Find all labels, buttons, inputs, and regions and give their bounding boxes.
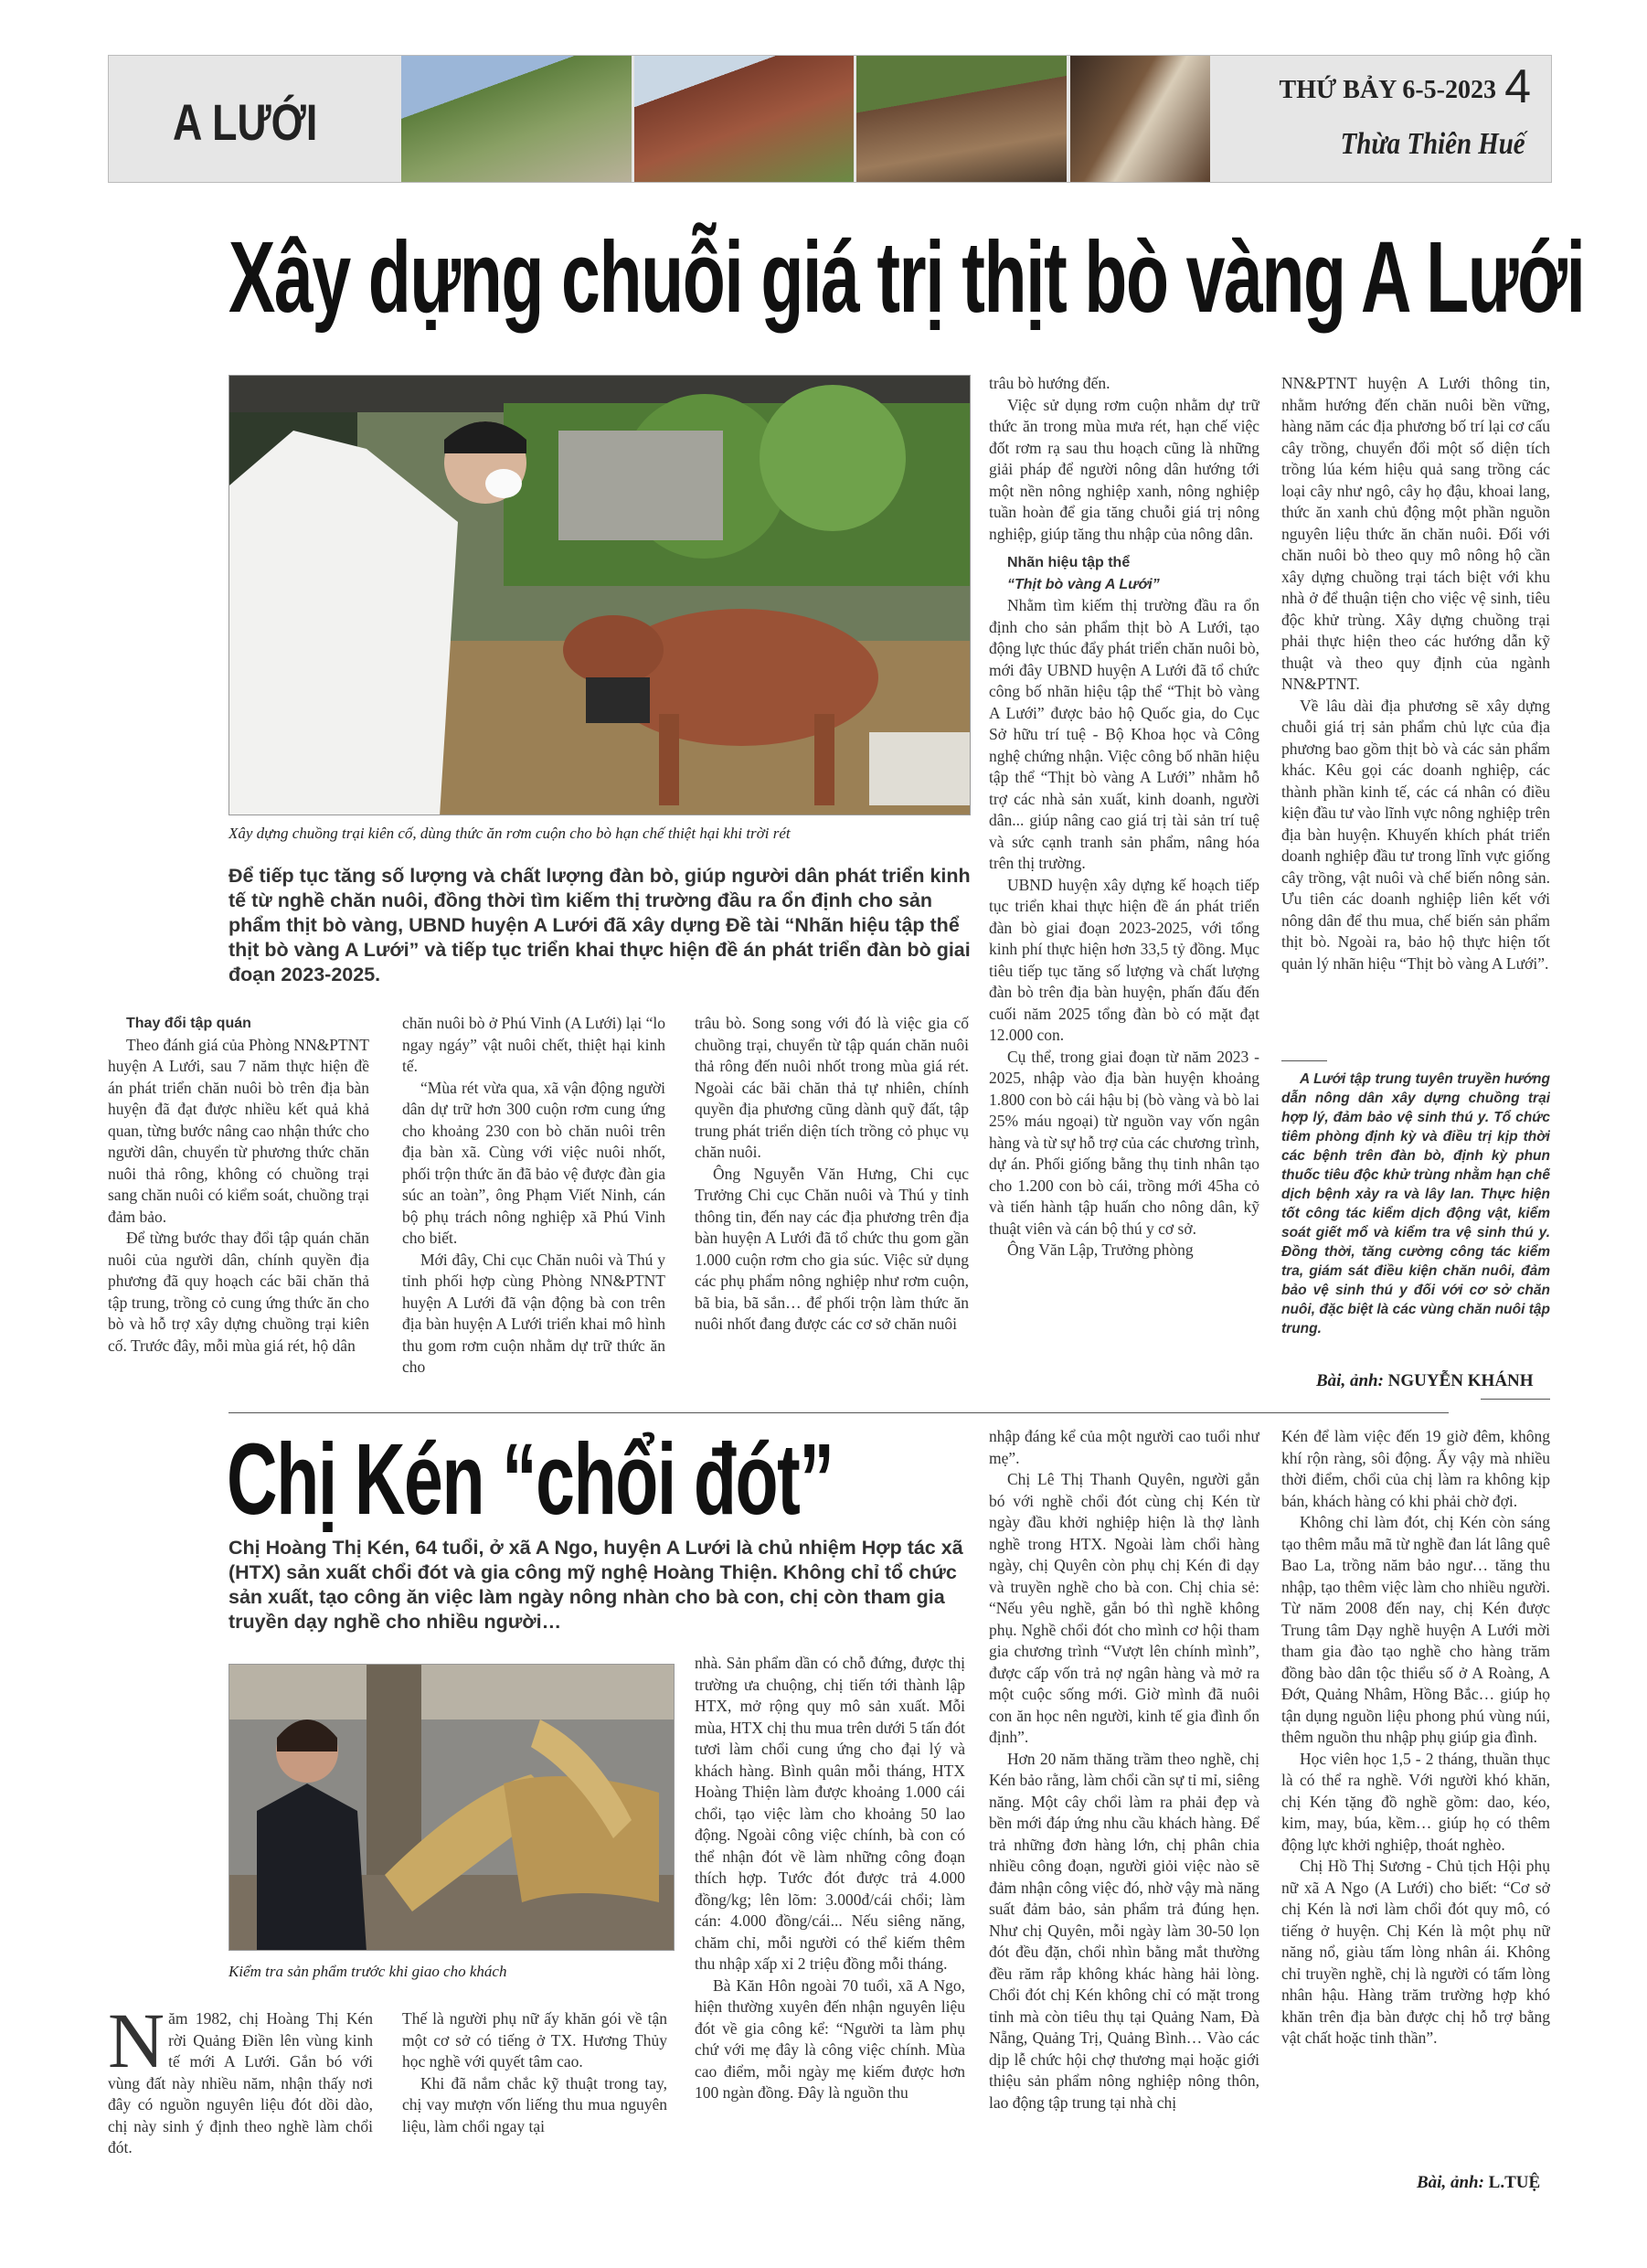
article2-column-4 — [989, 1426, 1259, 2196]
paragraph: chăn nuôi bò ở Phú Vinh (A Lưới) lại “lo ngay ngáy” vật nuôi chết, thiệt hại kinh tế. — [402, 1014, 665, 1075]
byline-rule — [1481, 1399, 1550, 1400]
paragraph: Chị Lê Thị Thanh Quyên, người gắn bó với nghề chổi đót cùng chị Kén từ ngày đầu khởi nghiệp hiện là thợ lành nghề trong HTX. Ngoài làm chổi hàng ngày, chị Quyên còn phụ chị Kén đi dạy và truyền nghề cho bà con. Chị chia sẻ: “Nếu yêu nghề, gắn bó thì nghề không phụ. Nghề chổi đót cho mình cơ hội tham gia chương trình “Vượt lên chính mình”, được cấp vốn trả nợ ngân hàng và mở ra một cuộc sống mới. Giờ mình đã nuôi con ăn học nên người, kinh tế gia đình ổn định”. — [989, 1470, 1259, 1746]
paragraph: Học viên học 1,5 - 2 tháng, thuần thục là có thể ra nghề. Với người khó khăn, chị Kén tặng đồ nghề gồm: dao, kéo, kim, may, búa, kềm… giúp họ có thêm động lực khởi nghiệp, thoát nghèo. — [1281, 1749, 1550, 1854]
byline-label: Bài, ảnh: — [1316, 1371, 1384, 1390]
article2-lead: Chị Hoàng Thị Kén, 64 tuổi, ở xã A Ngo, huyện A Lưới là chủ nhiệm Hợp tác xã (HTX) sản xuất chổi đót và gia công mỹ nghệ Hoàng Thiện. Không chỉ tổ chức sản xuất, tạo công ăn việc làm ngày nông nhàn cho bà con, chị còn tham gia truyền dạy nghề cho nhiều người… — [228, 1537, 963, 1633]
article2-title: Chị Kén “chổi đót” — [227, 1423, 834, 1536]
paragraph: Bà Kăn Hôn ngoài 70 tuổi, xã A Ngo, hiện thường xuyên đến nhận nguyên liệu đót về gia công kể: “Người ta làm phụ chứ với mẹ đây là công việc chính. Mùa cao điểm, mỗi ngày mẹ kiếm được hơn 100 ngàn đồng. Đây là nguồn thu — [695, 1975, 965, 2102]
article1-sidebar-box — [1281, 1070, 1550, 1362]
article2-column-2 — [402, 2008, 667, 2196]
paragraph: Để từng bước thay đổi tập quán chăn nuôi của người dân, chính quyền địa phương đã quy hoạch các bãi chăn thả tập trung, trồng cỏ cung ứng thức ăn cho bò và hỗ trợ xây dựng chuồng trại kiên cố. Trước đây, mỗi mùa giá rét, hộ dân — [108, 1229, 369, 1355]
paragraph: Kén để làm việc đến 19 giờ đêm, không khí rộn ràng, sôi động. Ấy vậy mà nhiều thời điểm, chổi của chị làm ra không kịp bán, khách hàng có khi phải chờ đợi. — [1281, 1427, 1550, 1510]
header-photo-4 — [1070, 56, 1210, 182]
article1-lead: Để tiếp tục tăng số lượng và chất lượng đàn bò, giúp người dân phát triển kinh tế từ nghề chăn nuôi, đồng thời tìm kiếm thị trường đầu ra ổn định cho sản phẩm thịt bò vàng, UBND huyện A Lưới đã xây dựng Đề tài “Nhãn hiệu tập thể thịt bò vàng A Lưới” và tiếp tục triển khai thực hiện đề án phát triển đàn bò giai đoạn 2023-2025. — [228, 865, 971, 985]
byline-label: Bài, ảnh: — [1417, 2173, 1484, 2192]
article1-title: Xây dựng chuỗi giá trị thịt bò vàng A Lưới — [228, 221, 1585, 334]
paragraph: Về lâu dài địa phương sẽ xây dựng chuỗi giá trị sản phẩm chủ lực của địa phương bao gồm thịt bò và các sản phẩm khác. Kêu gọi các doanh nghiệp, các thành phần kinh tế, các cá nhân có điều kiện đầu tư vào lĩnh vực nông nghiệp trên địa bàn huyện. Khuyến khích phát triển doanh nghiệp đầu tư trong lĩnh vực giống cây trồng, vật nuôi và chế biến nông sản. Ưu tiên các doanh nghiệp liên kết với nông dân để thu mua, chế biến sản phẩm thịt bò. Ngoài ra, bảo hộ thực hiện tốt quản lý nhãn hiệu “Thịt bò vàng A Lưới”. — [1281, 696, 1550, 973]
drop-cap: N — [108, 2008, 165, 2084]
section-name: A LƯỚI — [173, 93, 318, 151]
paragraph: NN&PTNT huyện A Lưới thông tin, nhằm hướng đến chăn nuôi bền vững, hàng năm các địa phương bố trí lại cơ cấu cây trồng, chuyển đổi một số diện tích trồng lúa kém hiệu quả sang trồng các loại cây như ngô, cây họ đậu, khoai lang, thức ăn xanh chủ động một phần nguồn nguyên liệu thức ăn chăn nuôi. Đối với chăn nuôi bò theo quy mô nông hộ cần xây dựng chuồng trại tách biệt với khu nhà ở để thuận tiện cho việc vệ sinh, tiêu độc khử trùng. Xây dựng chuồng trại phải thực hiện theo các hướng dẫn kỹ thuật và theo quy định của ngành NN&PTNT. — [1281, 374, 1550, 693]
article1-byline — [1316, 1371, 1534, 1391]
page-header — [108, 55, 1552, 183]
article1-column-1 — [108, 1013, 369, 1397]
paragraph: Việc sử dụng rơm cuộn nhằm dự trữ thức ăn trong mùa mưa rét, hạn chế việc đốt rơm rạ sau thu hoạch cũng là những giải pháp để người nông dân hướng tới một nền nông nghiệp xanh, nông nghiệp tuần hoàn để gia tăng chuỗi giá trị nông nghiệp, giúp tăng thu nhập của nông dân. — [989, 395, 1259, 543]
byline-author: L.TUỆ — [1488, 2173, 1541, 2192]
article2-photo — [228, 1664, 675, 1951]
article2-column-1 — [108, 2008, 373, 2196]
article2-photo-caption: Kiểm tra sản phẩm trước khi giao cho khách — [228, 1963, 507, 1980]
subheading-thit-bo-vang: “Thịt bò vàng A Lưới” — [1007, 576, 1160, 592]
paragraph: Thế là người phụ nữ ấy khăn gói về tận một cơ sở có tiếng ở TX. Hương Thủy học nghề với quyết tâm cao. — [402, 2009, 667, 2071]
cattle-feeding-illustration — [229, 376, 971, 815]
paragraph: Chị Hồ Thị Sương - Chủ tịch Hội phụ nữ xã A Ngo (A Lưới) cho biết: “Cơ sở chị Kén là nơi làm chổi đót quy mô, có tiếng ở huyện. Chị Kén là một phụ nữ năng nổ, giàu tấm lòng nhân ái. Không chỉ truyền nghề, chị là người có tấm lòng nhân hậu. Hàng trăm trường hợp khó khăn trên địa bàn được chị hỗ trợ bằng vật chất hoặc tinh thần”. — [1281, 1857, 1550, 2047]
paragraph: trâu bò. Song song với đó là việc gia cố chuồng trại, chuyển từ tập quán chăn nuôi thả rông đến nuôi nhốt trong mùa giá rét. Ngoài các bãi chăn thả tự nhiên, chính quyền địa phương cũng dành quỹ đất, tập trung phát triển diện tích trồng cỏ phục vụ chăn nuôi. — [695, 1014, 969, 1161]
article1-column-2 — [402, 1013, 665, 1397]
paragraph: ăm 1982, chị Hoàng Thị Kén rời Quảng Điền lên vùng kinh tế mới A Lưới. Gắn bó với vùng đất này nhiều năm, nhận thấy nơi đây có nguồn nguyên liệu đót dồi dào, chị này sinh ý định theo nghề làm chổi đót. — [108, 2009, 373, 2156]
header-photo-2 — [634, 56, 854, 182]
article-divider — [228, 1412, 1449, 1413]
paragraph: Không chỉ làm đót, chị Kén còn sáng tạo thêm mẫu mã từ nghề đan lát lâng quê Bao La, trồng năm bảo ngư… tăng thu nhập, tạo thêm việc làm cho nhiều người. Từ năm 2008 đến nay, chị Kén được Trung tâm Dạy nghề huyện A Lưới mời tham gia đào tạo nghề cho hàng trăm đồng bào dân tộc thiểu số ở A Roàng, A Đớt, Quảng Nhâm, Hồng Bắc… giúp họ tận dụng nguồn liệu phong phú vùng núi, thêm nguồn thu nhập phụ giúp gia đình. — [1281, 1513, 1550, 1746]
subheading-nhan-hieu: Nhãn hiệu tập thể — [1007, 555, 1131, 570]
paragraph: Khi đã nắm chắc kỹ thuật trong tay, chị vay mượn vốn liếng thu mua nguyên liệu, làm chổi ngay tại — [402, 2073, 667, 2135]
article1-column-5 — [1281, 373, 1550, 1049]
paragraph: “Mùa rét vừa qua, xã vận động người dân dự trữ hơn 300 cuộn rơm cung ứng cho khoảng 230 con bò chăn nuôi trên địa bàn xã. Cùng với việc nuôi nhốt, phối trộn thức ăn đã bảo vệ được đàn gia súc an toàn”, ông Phạm Viết Ninh, cán bộ phụ trách nông nghiệp xã Phú Vinh cho biết. — [402, 1078, 665, 1247]
page-number: 4 — [1504, 60, 1531, 113]
header-photo-1 — [401, 56, 632, 182]
issue-date: THỨ BẢY 6-5-2023 — [1279, 76, 1496, 104]
subheading-tap-quan: Thay đổi tập quán — [126, 1016, 251, 1031]
article1-photo — [228, 375, 971, 815]
article2-byline — [1417, 2173, 1540, 2193]
paragraph: UBND huyện xây dựng kế hoạch tiếp tục triển khai thực hiện đề án phát triển đàn bò giai đoạn 2023-2025, với tổng kinh phí thực hiện hơn 33,5 tỷ đồng. Mục tiêu tiếp tục tăng số lượng và chất lượng đàn bò trên địa bàn huyện, phấn đấu đến cuối năm 2025 tổng đàn bò có mặt đạt 12.000 con. — [989, 875, 1259, 1044]
province-name: Thừa Thiên Huế — [1341, 127, 1525, 161]
paragraph: Nhằm tìm kiếm thị trường đầu ra ổn định cho sản phẩm thịt bò A Lưới, tạo động lực thúc đẩy phát triển chăn nuôi bò, mới đây UBND huyện A Lưới đã tổ chức công bố nhãn hiệu tập thể “Thịt bò vàng A Lưới” được bảo hộ Quốc gia, do Cục Sở hữu trí tuệ - Bộ Khoa học và Công nghệ chứng nhận. Việc công bố nhãn hiệu tập thể “Thịt bò vàng A Lưới” nhằm hỗ trợ các nhà sản xuất, kinh doanh, người dân... giúp nâng cao giá trị tài sản trí tuệ và sức cạnh tranh sản phẩm, nâng hóa trên thị trường. — [989, 596, 1259, 872]
header-photo-3 — [856, 56, 1067, 182]
byline-author: NGUYỄN KHÁNH — [1387, 1371, 1534, 1390]
sidebar-text: A Lưới tập trung tuyên truyền hướng dẫn nông dân xây dựng chuồng trại hợp lý, đảm bảo vệ sinh thú y. Tổ chức tiêm phòng định kỳ và điều trị kịp thời các bệnh trên đàn bò, định kỳ phun thuốc tiêu độc khử trùng nhằm hạn chế dịch bệnh xảy ra và lây lan. Thực hiện tốt công tác kiểm dịch động vật, kiểm soát giết mổ và kiểm tra vệ sinh thú y. Đồng thời, tăng cường công tác kiểm tra, giám sát điều kiện chăn nuôi, đảm bảo vệ sinh thú y đối với cơ sở chăn nuôi, đặc biệt là các vùng chăn nuôi tập trung. — [1281, 1071, 1550, 1336]
article1-column-3 — [695, 1013, 969, 1397]
paragraph: Cụ thể, trong giai đoạn từ năm 2023 - 2025, nhập vào địa bàn huyện khoảng 1.800 con bò cái hậu bị (bò vàng và bò lai 25% máu ngoại) từ nguồn vay vốn ngân hàng và từ sự hỗ trợ của các chương trình, dự án. Phối giống bằng thụ tinh nhân tạo cho 1.200 con bò cái, trồng mới 45ha cỏ và tiến hành tập huấn cho nông dân, kỹ thuật viên và cán bộ thú y cơ sở. — [989, 1047, 1259, 1238]
paragraph: trâu bò hướng đến. — [989, 374, 1110, 392]
article2-column-3 — [695, 1653, 965, 2196]
article1-column-4 — [989, 373, 1259, 1399]
article2-column-5 — [1281, 1426, 1550, 2167]
paragraph: Ông Văn Lập, Trưởng phòng — [1007, 1240, 1194, 1259]
paragraph: Theo đánh giá của Phòng NN&PTNT huyện A Lưới, sau 7 năm thực hiện đề án phát triển chăn nuôi bò trên địa bàn huyện đã đạt được nhiều kết quả khả quan, từng bước nâng cao nhận thức cho người dân, chuyển từ phương thức chăn nuôi thả rông, không có chuồng trại sang chăn nuôi có kiểm soát, chuồng trại đảm bảo. — [108, 1035, 369, 1226]
paragraph: Ông Nguyễn Văn Hưng, Chi cục Trưởng Chi cục Chăn nuôi và Thú y tỉnh thông tin, đến nay các địa phương trên địa bàn huyện A Lưới đã tổ chức thu gom gần 1.000 cuộn rơm cho gia súc. Việc sử dụng các phụ phẩm nông nghiệp như rơm cuộn, bã bia, bã sắn… để phối trộn làm thức ăn nuôi nhốt đang được các cơ sở chăn nuôi — [695, 1164, 969, 1333]
broom-making-illustration — [229, 1665, 675, 1951]
paragraph: Mới đây, Chi cục Chăn nuôi và Thú y tỉnh phối hợp cùng Phòng NN&PTNT huyện A Lưới đã vận động bà con trên địa bàn huyện A Lưới triển khai mô hình thu gom rơm cuộn nhằm dự trữ thức ăn cho — [402, 1250, 665, 1376]
article1-photo-caption: Xây dựng chuồng trại kiên cố, dùng thức ăn rơm cuộn cho bò hạn chế thiệt hại khi trời rét — [228, 825, 791, 842]
paragraph: Hơn 20 năm thăng trầm theo nghề, chị Kén bảo rằng, làm chổi cần sự tỉ mỉ, siêng năng. Một cây chổi làm ra phải đẹp và bền mới đáp ứng nhu cầu khách hàng. Để trả những đơn hàng lớn, chị phân chia nhiều công đoạn, người giỏi việc nào sẽ đảm nhận công việc đó, nhờ vậy mà năng suất đảm bảo, sản phẩm trả đúng hẹn. Như chị Quyên, mỗi ngày làm 30-50 lọn đót đều đặn, chổi nhìn bằng mắt thường đều răm rắp không khác hàng hải lòng. Chổi đót chị Kén không chỉ có mặt trong tỉnh mà còn tiêu thụ tại Quảng Nam, Đà Nẵng, Quảng Trị, Quảng Bình… Vào các dịp lễ chức hội chợ thương mại hoặc giới thiệu sản phẩm nông nghiệp nông thôn, lao động tập trung tại nhà chị — [989, 1749, 1259, 2112]
paragraph: nhập đáng kể của một người cao tuổi như mẹ”. — [989, 1427, 1259, 1467]
paragraph: nhà. Sản phẩm dần có chỗ đứng, được thị trường ưa chuộng, chị tiến tới thành lập HTX, mở rộng quy mô sản xuất. Mỗi mùa, HTX chị thu mua trên dưới 5 tấn đót tươi làm chổi cung ứng cho đại lý và khách hàng. Bình quân mỗi tháng, HTX Hoàng Thiện làm được khoảng 1.000 cái chổi, tạo việc làm cho khoảng 50 lao động. Ngoài công việc chính, bà con có thể nhận đót về làm những công đoạn thích hợp. Tước đót được trả 4.000 đồng/kg; lên lõm: 3.000đ/cái chổi; làm cán: 4.000 đồng/cái... Nếu siêng năng, chăm chỉ, mỗi người có thể kiếm thêm thu nhập xấp xỉ 2 triệu đồng mỗi tháng. — [695, 1654, 965, 1973]
box-divider — [1281, 1060, 1327, 1061]
